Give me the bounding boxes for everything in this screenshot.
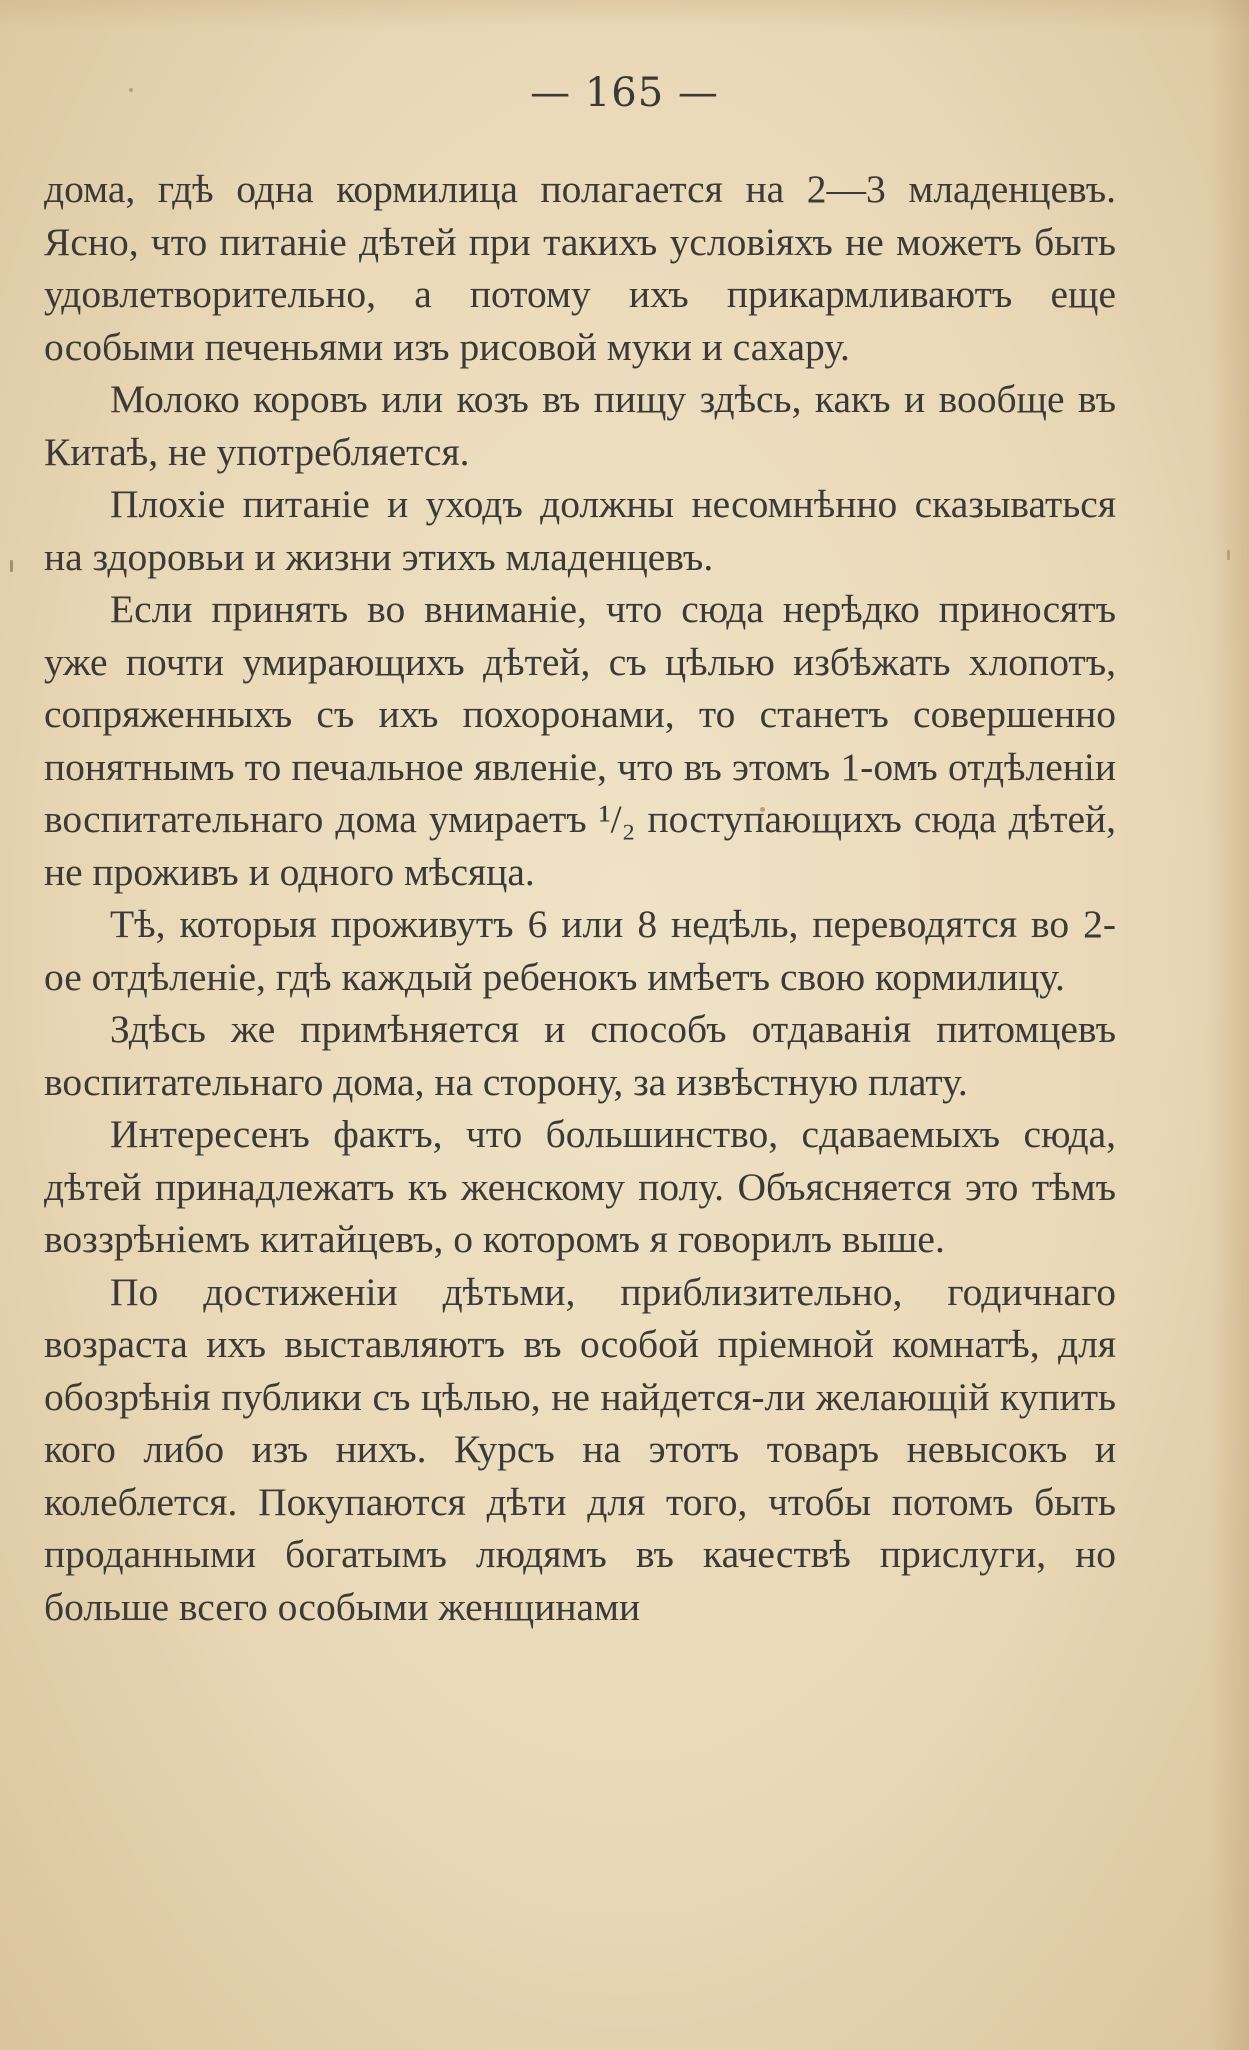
page-number: — 165 — [530, 70, 719, 116]
paragraph: дома, гдѣ одна кормилица полагается на 2—3 младенцевъ. Ясно, что питаніе дѣтей при такихъ условіяхъ не можетъ быть удовлетворительно, а потому ихъ прикармливаютъ еще особыми печеньями изъ рисовой муки и сахару. [44, 167, 1116, 369]
page-edge-shadow [1209, 0, 1249, 2050]
paragraph: Здѣсь же примѣняется и способъ отдаванія питомцевъ воспитательнаго дома, на сторону, за извѣстную плату. [44, 1007, 1116, 1104]
paragraph: Если принять во вниманіе, что сюда нерѣдко приносятъ уже почти умирающихъ дѣтей, съ цѣлью избѣжать хлопотъ, сопряженныхъ съ ихъ похоронами, то станетъ совершенно понятнымъ то печальное явленіе, что въ этомъ 1-омъ отдѣленіи воспитательнаго дома умираетъ ¹/₂ поступающихъ сюда дѣтей, не проживъ и одного мѣсяца. [44, 587, 1116, 894]
paragraph: Интересенъ фактъ, что большинство, сдаваемыхъ сюда, дѣтей принадлежатъ къ женскому полу. Объясняется это тѣмъ воззрѣніемъ китайцевъ, о которомъ я говорилъ выше. [44, 1112, 1116, 1261]
body-text [44, 163, 1116, 1633]
page-top-shadow [0, 0, 1249, 30]
paragraph: Плохіе питаніе и уходъ должны несомнѣнно сказываться на здоровьи и жизни этихъ младенцевъ. [44, 482, 1116, 579]
paragraph: Тѣ, которыя проживутъ 6 или 8 недѣль, переводятся во 2-ое отдѣленіе, гдѣ каждый ребенокъ имѣетъ свою кормилицу. [44, 902, 1116, 999]
paper-speck [10, 560, 13, 572]
paper-speck [1227, 550, 1230, 560]
paragraph: По достиженіи дѣтьми, приблизительно, годичнаго возраста ихъ выставляютъ въ особой пріемной комнатѣ, для обозрѣнія публики съ цѣлью, не найдется-ли желающій купить кого либо изъ нихъ. Курсъ на этотъ товаръ невысокъ и колеблется. Покупаются дѣти для того, чтобы потомъ быть проданными богатымъ людямъ въ качествѣ прислуги, но больше всего особыми женщинами [44, 1269, 1116, 1629]
paragraph: Молоко коровъ или козъ въ пищу здѣсь, какъ и вообще въ Китаѣ, не употребляется. [44, 377, 1116, 474]
